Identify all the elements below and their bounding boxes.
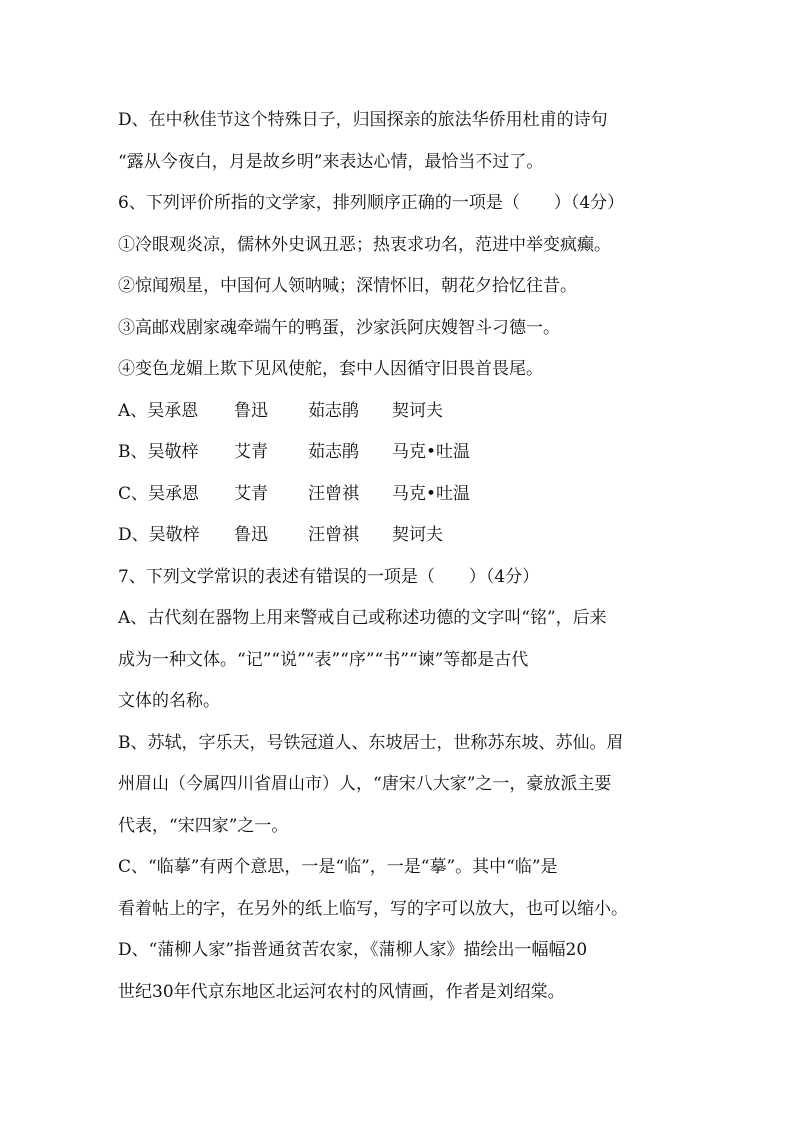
q6-item-1: ①冷眼观炎凉，儒林外史讽丑恶；热衷求功名，范进中举变疯癫。 [118, 234, 611, 255]
option-author-1: 吴承恩 [147, 400, 199, 421]
option-label: C、 [118, 483, 149, 504]
q6-item-4: ④变色龙媚上欺下见风使舵，套中人因循守旧畏首畏尾。 [118, 359, 543, 379]
option-author-2: 艾青 [234, 483, 268, 504]
option-author-2: 艾青 [234, 442, 268, 462]
q7-line: 看着帖上的字，在另外的纸上临写，写的字可以放大，也可以缩小。 [118, 898, 628, 919]
option-author-3: 茹志鹃 [308, 442, 359, 462]
option-author-3: 茹志鹃 [308, 400, 359, 421]
option-author-3: 汪曾祺 [308, 483, 359, 504]
option-author-4: 马克•吐温 [392, 442, 471, 462]
q7-line: 代表，“宋四家”之一。 [118, 815, 289, 836]
q7-line: 世纪30年代京东地区北运河农村的风情画，作者是刘绍棠。 [118, 981, 565, 1002]
option-author-1: 吴敬梓 [147, 442, 199, 462]
option-author-2: 鲁迅 [234, 525, 268, 545]
option-author-3: 汪曾祺 [308, 525, 359, 545]
q7-line: A、古代刻在器物上用来警戒自己或称述功德的文字叫“铭”，后来 [118, 608, 607, 628]
q6-option-c [118, 474, 678, 516]
q6-option-b [118, 432, 678, 474]
option-label: B、 [118, 442, 148, 462]
option-author-4: 马克•吐温 [392, 483, 471, 504]
q6-item-2: ②惊闻殒星，中国何人领呐喊；深情怀旧，朝花夕拾忆往昔。 [118, 276, 577, 296]
q7-line: D、“蒲柳人家”指普通贫苦农家，《蒲柳人家》描绘出一幅幅20 [118, 940, 588, 960]
q5-option-d-line-1: D、在中秋佳节这个特殊日子，归国探亲的旅法华侨用杜甫的诗句 [118, 110, 608, 130]
q7-line: 文体的名称。 [118, 691, 220, 711]
option-author-2: 鲁迅 [234, 400, 268, 421]
option-label: A、 [118, 400, 148, 421]
option-author-4: 契诃夫 [392, 400, 443, 421]
option-author-4: 契诃夫 [392, 525, 443, 545]
q6-option-a [118, 391, 678, 433]
q7-line: 成为一种文体。“记”“说”“表”“序”“书”“谏”等都是古代 [118, 649, 529, 670]
q6-item-3: ③高邮戏剧家魂牵端午的鸭蛋，沙家浜阿庆嫂智斗刁德一。 [118, 317, 560, 338]
q6-option-d [118, 515, 678, 557]
q6-stem: 6、下列评价所指的文学家，排列顺序正确的一项是（ ）（4分） [118, 193, 625, 213]
option-author-1: 吴敬梓 [148, 525, 200, 545]
q7-line: 州眉山（今属四川省眉山市）人，“唐宋八大家”之一，豪放派主要 [118, 774, 612, 794]
option-author-1: 吴承恩 [148, 483, 200, 504]
q5-option-d-line-2: “露从今夜白，月是故乡明”来表达心情，最恰当不过了。 [118, 151, 544, 172]
q7-stem: 7、下列文学常识的表述有错误的一项是（ ）（4分） [118, 566, 540, 587]
q7-line: C、“临摹”有两个意思，一是“临”，一是“摹”。其中“临”是 [118, 857, 558, 877]
page-content [118, 100, 678, 1013]
option-label: D、 [118, 525, 149, 545]
q7-line: B、苏轼，字乐天，号铁冠道人、东坡居士，世称苏东坡、苏仙。眉 [118, 732, 624, 753]
